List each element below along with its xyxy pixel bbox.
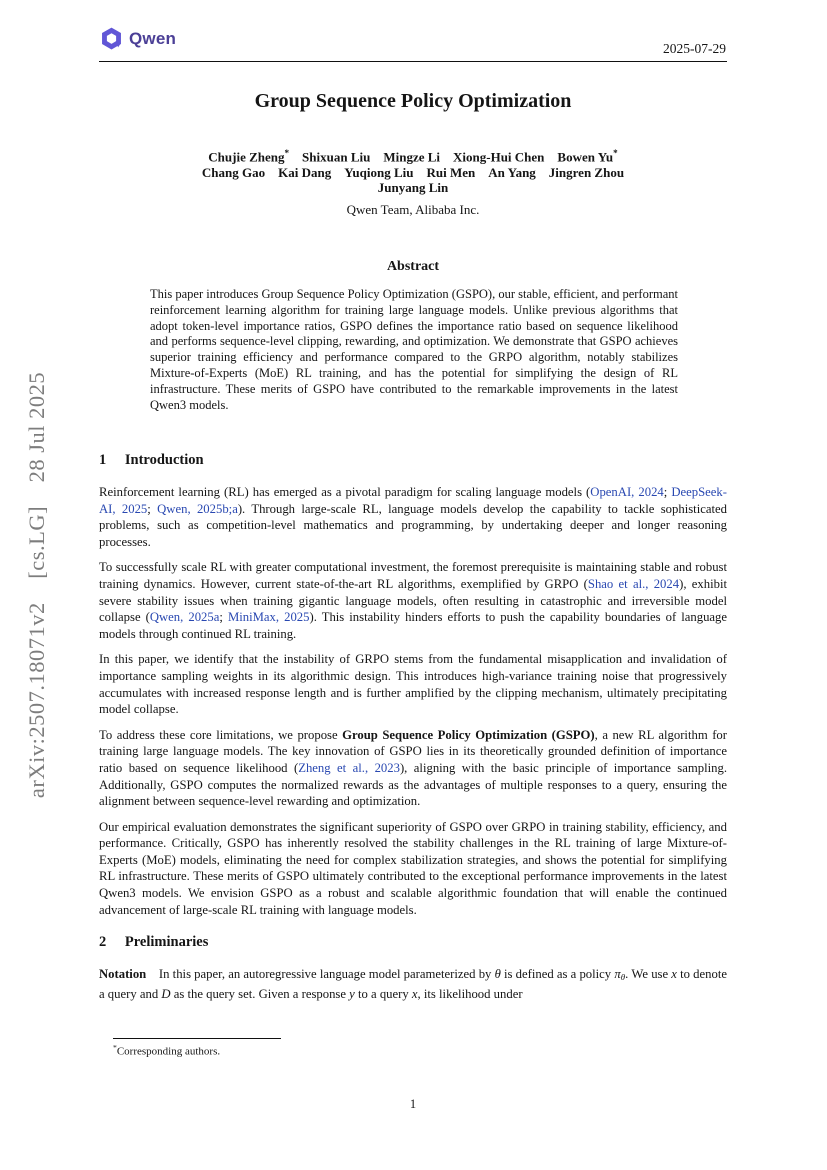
text-segment: , a new RL algorithm for training large language models. The key innovation of GSPO lies in its theoretically grounded definition of importance ratio based on sequence likelihood ( — [99, 727, 727, 775]
text-segment: θ — [620, 972, 626, 983]
text-segment: ), exhibit severe stability issues when training gigantic language models, often resulting in catastrophic and irreversible model collapse ( — [99, 576, 727, 625]
text-segment: * — [613, 148, 618, 158]
text-segment: ). This instability hinders efforts to push the capability boundaries of language models through continued RL training. — [99, 610, 728, 641]
text-segment: Junyang Lin — [377, 180, 449, 196]
paragraph — [99, 559, 727, 642]
citation-link[interactable]: OpenAI, 2024 — [590, 485, 664, 499]
text-segment: ; — [147, 501, 158, 516]
page-header — [99, 26, 727, 62]
text-segment: Chujie Zheng — [208, 149, 285, 165]
text-segment: ; — [219, 610, 228, 625]
text-segment: * — [113, 1043, 117, 1052]
citation-link[interactable]: DeepSeek-AI, 2025 — [99, 485, 728, 516]
header-date: 2025-07-29 — [663, 41, 726, 56]
text-segment: π — [614, 967, 621, 982]
footnote — [113, 1038, 633, 1058]
qwen-logo — [99, 26, 176, 51]
text-segment: In this paper, an autoregressive language model parameterized by — [146, 967, 495, 982]
qwen-logo-text: Qwen — [129, 28, 177, 48]
section-heading-preliminaries — [99, 934, 727, 951]
section-number: 2 — [99, 934, 107, 951]
text-segment: In this paper, we identify that the instability of GRPO stems from the fundamental misapplication and invalidation of importance sampling weights in its algorithmic design. This introduces high-variance training noise that progressively accumulates with increased response length and is further amplified by the clipping mechanism, ultimately precipitating model collapse. — [99, 652, 727, 717]
author-line-1 — [99, 146, 727, 165]
text-segment: ), aligning with the basic principle of importance sampling. Additionally, GSPO computes the normalized rewards as the advantages of multiple responses to a query, ensuring the alignment between sequence-level rewarding and optimization. — [99, 760, 727, 809]
section-title: Preliminaries — [124, 934, 209, 951]
text-segment: Notation — [99, 967, 147, 982]
paper-title: Group Sequence Policy Optimization — [254, 90, 572, 112]
section-title: Introduction — [124, 452, 204, 468]
citation-link[interactable]: MiniMax, 2025 — [227, 610, 310, 625]
text-segment: to denote a query and — [99, 967, 727, 1002]
text-segment: D — [161, 987, 171, 1002]
paragraph — [99, 819, 727, 919]
text-segment: To successfully scale RL with greater computational investment, the foremost prerequisite is maintaining stable and robust training dynamics. However, current state-of-the-art RL algorithms, exemplified by GRPO ( — [99, 560, 727, 591]
text-segment: * — [284, 148, 290, 158]
paragraph — [99, 966, 727, 1002]
text-segment: x — [411, 987, 418, 1002]
text-segment: , its likelihood under — [417, 987, 523, 1002]
text-segment: Reinforcement learning (RL) has emerged as a pivotal paradigm for scaling language models ( — [99, 485, 591, 499]
text-segment: . We use — [625, 967, 672, 982]
text-segment: Shixuan Liu Mingze Li Xiong-Hui Chen Bowen Yu — [289, 149, 614, 165]
arxiv-watermark: arXiv:2507.18071v2 [cs.LG] 28 Jul 2025 — [24, 371, 49, 799]
author-line-2 — [99, 165, 727, 180]
citation-link[interactable]: Shao et al., 2024 — [587, 576, 680, 591]
author-block — [99, 146, 727, 196]
section-number: 1 — [99, 452, 107, 468]
paragraph — [99, 651, 727, 717]
abstract-body: This paper introduces Group Sequence Policy Optimization (GSPO), our stable, efficient, and performant reinforcement learning algorithm for training large language models. Unlike previous algorithms that adopt token-level importance ratios, GSPO defines the importance ratio based on sequence likelihood and performs sequence-level clipping, rewarding, and optimization. We demonstrate that GSPO achieves superior training efficiency and performance compared to the GRPO algorithm, notably stabilizes Mixture-of-Experts (MoE) RL training, and has the potential for simplifying the design of RL infrastructure. These merits of GSPO have contributed to the remarkable improvements in the latest Qwen3 models. — [150, 287, 678, 412]
text-segment: Corresponding authors. — [116, 1045, 221, 1058]
text-segment: Group Sequence Policy Optimization (GSPO) — [342, 727, 595, 742]
text-segment: to a query — [354, 987, 412, 1002]
text-segment: y — [349, 987, 355, 1002]
section-heading-introduction — [99, 452, 727, 469]
text-segment: ; — [663, 485, 672, 499]
text-segment: as the query set. Given a response — [170, 987, 350, 1002]
text-segment: To address these core limitations, we propose — [99, 727, 343, 742]
qwen-logo-icon — [99, 26, 124, 51]
text-segment: Our empirical evaluation demonstrates the significant superiority of GSPO over GRPO in training stability, efficiency, and performance. Critically, GSPO has inherently resolved the stability challenges in the RL training of large Mixture-of-Experts (MoE) models, eliminating the need for complex stabilization strategies, and shows the potential for simplifying RL infrastructure. These merits of GSPO ultimately contributed to the exceptional performance improvements in the latest Qwen3 models. We envision GSPO as a robust and scalable algorithmic foundation that will enable the continued advancement of large-scale RL training with language models. — [99, 819, 727, 917]
footnote-text — [113, 1043, 633, 1058]
text-segment: θ — [494, 967, 501, 982]
citation-link[interactable]: Qwen, 2025a — [149, 610, 220, 625]
abstract-heading: Abstract — [386, 259, 440, 274]
footnote-rule — [113, 1038, 281, 1039]
paper-body — [99, 452, 727, 1012]
text-segment: Chang Gao Kai Dang Yuqiong Liu Rui Men An Yang Jingren Zhou — [201, 164, 625, 180]
paragraph — [99, 727, 727, 810]
text-segment: is defined as a policy — [500, 967, 615, 982]
page-number: 1 — [409, 1097, 417, 1111]
affiliation: Qwen Team, Alibaba Inc. — [346, 202, 480, 217]
citation-link[interactable]: Qwen, 2025b;a — [157, 501, 238, 516]
citation-link[interactable]: Zheng et al., 2023 — [298, 760, 400, 775]
paragraph — [99, 484, 727, 550]
text-segment: x — [671, 967, 677, 982]
author-line-3 — [99, 180, 727, 195]
text-segment: ). Through large-scale RL, language models develop the capability to tackle sophisticated problems, such as competition-level mathematics and programming, by undertaking deeper and longer reasoning processes. — [99, 501, 727, 549]
